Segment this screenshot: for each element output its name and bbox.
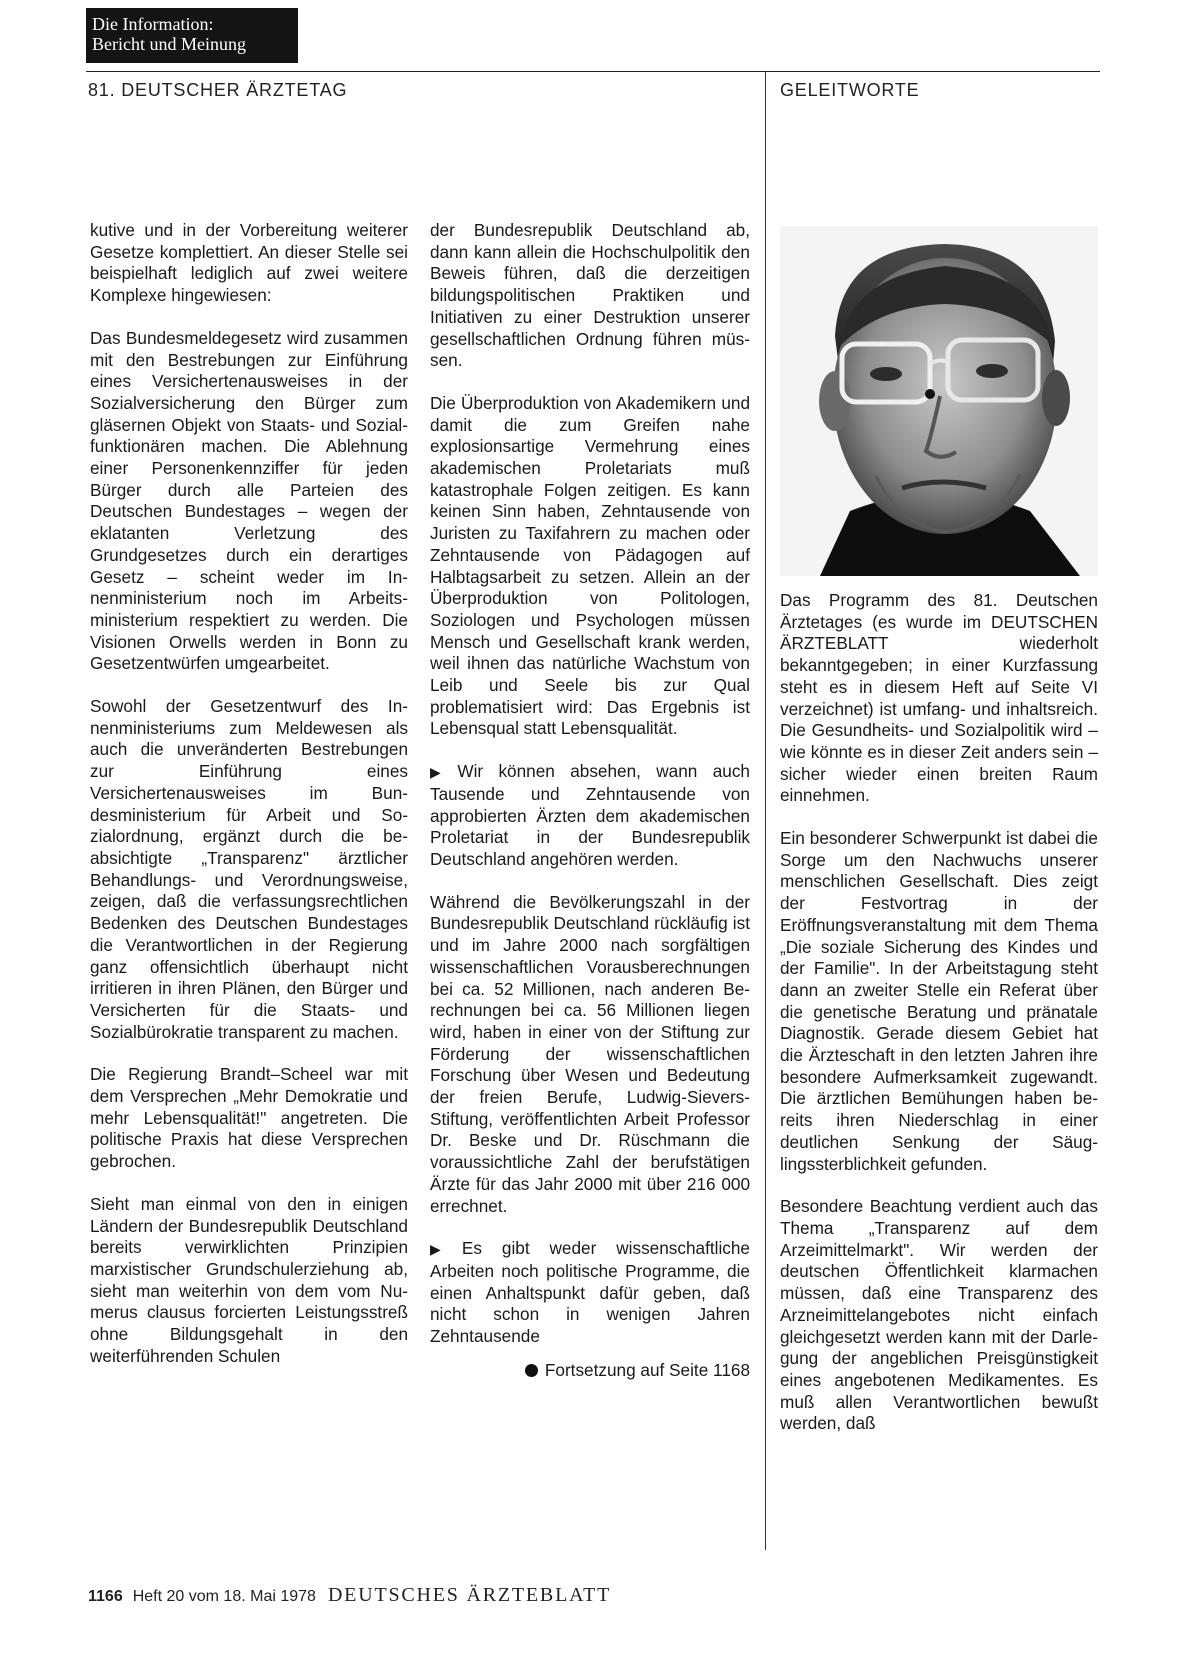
paragraph: Ein besonderer Schwerpunkt ist dabei die Sorge um den Nachwuchs unserer menschlichen Gesellschaft. Dies zeigt der Festvortrag in der Eröffnungsveranstaltung mit dem Thema „Die soziale Sicherung des Kindes und der Familie". In der Arbeitstagung steht dann an zweiter Stelle ein Referat über die genetische Beratung und pränatale Diagnostik. Gerade diesem Gebiet hat die Ärzteschaft in den letzten Jahren ihre besondere Aufmerksamkeit zugewandt. Die ärztlichen Bemühungen haben bereits ihren Niederschlag in einer deutlichen Senkung der Säuglingssterblichkeit gefunden. [780, 828, 1098, 1174]
brand-line-1: Die Information: [92, 14, 214, 34]
paragraph: der Bundesrepublik Deutschland ab, dann kann allein die Hochschulpolitik den Beweis führen, daß die derzeitigen bildungspolitischen Praktiken und Initiativen zu einer Destruktion unserer gesellschaftlichen Ordnung führen müssen. [430, 220, 750, 371]
author-portrait-photo [780, 226, 1098, 576]
paragraph-with-arrow [430, 761, 750, 871]
paragraph: Das Programm des 81. Deutschen Ärztetages (es wurde im DEUTSCHEN ÄRZTEBLATT wiederholt bekanntgegeben; in einer Kurzfassung steht es in diesem Heft auf Seite VI verzeichnet) ist umfang- und inhaltsreich. Die Gesundheits- und Sozialpolitik wird – wie könnte es in dieser Zeit anders sein – sicher wieder einen breiten Raum einnehmen. [780, 590, 1098, 806]
paragraph-text: Wir können absehen, wann auch Tausende und Zehntausende von approbierten Ärzten dem akademischen Proletariat in der Bundesrepublik Deutschland angehören werden. [430, 761, 750, 869]
article-column-1 [90, 220, 408, 1388]
continuation-note[interactable] [430, 1360, 750, 1382]
paragraph: Während die Bevölkerungszahl in der Bundesrepublik Deutschland rückläufig ist und im Jahre 2000 nach sorgfältigen wissenschaftlichen Vorausberechnungen bei ca. 52 Millionen, nach anderen Berechnungen bei ca. 56 Millionen liegen wird, haben in einer von der Stiftung zur Förderung der wissenschaftlichen Forschung über Wesen und Bedeutung der freien Berufe, Ludwig-Sievers-Stiftung, veröffentlichten Arbeit Professor Dr. Beske und Dr. Rüschmann die voraussichtliche Zahl der berufstätigen Ärzte für das Jahr 2000 mit über 216 000 errechnet. [430, 891, 750, 1216]
paragraph: kutive und in der Vorbereitung weiterer Gesetze komplettiert. An dieser Stelle sei beispielhaft lediglich auf zwei weitere Komplexe hingewiesen: [90, 220, 408, 306]
section-title-left: 81. DEUTSCHER ÄRZTETAG [88, 80, 348, 100]
paragraph: Sowohl der Gesetzentwurf des Innenministeriums zum Meldewesen als auch die unveränderten Bestrebungen zur Einführung eines Versichertenausweises im Bundesministerium für Arbeit und Sozialordnung, ergänzt durch die beabsichtigte „Transparenz" ärztlicher Behandlungs- und Verordnungsweise, zeigen, daß die verfassungsrechtlichen Bedenken des Deutschen Bundestages die Verantwortlichen in der Regierung ganz offensichtlich überhaupt nicht irritieren in ihren Plänen, den Bürger und Versicherten für die Staats- und Sozialbürokratie transparent zu machen. [90, 696, 408, 1042]
header-rule [86, 71, 1100, 72]
bullet-dot-icon [525, 1364, 538, 1377]
article-column-3 [780, 590, 1098, 1456]
paragraph: Besondere Beachtung verdient auch das Thema „Transparenz auf dem Arzeimittelmarkt". Wir werden der deutschen Öffentlichkeit klarmachen müssen, daß eine Transparenz des Arzneimittelangebotes nicht einfach gleichgesetzt werden kann mit der Darlegung der angeblichen Preisgünstigkeit eines angebotenen Medikamentes. Es muß allen Verantwortlichen bewußt werden, daß [780, 1196, 1098, 1434]
paragraph: Sieht man einmal von den in einigen Ländern der Bundesrepublik Deutschland bereits verwirklichten Prinzipien marxistischer Grundschulerziehung ab, sieht man weiterhin von dem vom Numerus clausus forcierten Leistungsstreß ohne Bildungsgehalt in den weiterführenden Schulen [90, 1193, 408, 1366]
section-title-right: GELEITWORTE [780, 80, 920, 100]
continuation-label: Fortsetzung auf Seite 1168 [544, 1359, 750, 1380]
page-number: 1166 [88, 1588, 123, 1605]
article-column-2 [430, 220, 750, 1402]
paragraph-text: Es gibt weder wissenschaftliche Arbeiten noch politische Programme, die einen Anhaltspunkt dafür geben, daß nicht schon in wenigen Jahren Zehntausende [430, 1238, 750, 1347]
column-divider [765, 72, 766, 1550]
paragraph: Die Regierung Brandt–Scheel war mit dem Versprechen „Mehr Demokratie und mehr Lebensqualität!" angetreten. Die politische Praxis hat diese Versprechen gebrochen. [90, 1064, 408, 1172]
issue-info: Heft 20 vom 18. Mai 1978 [132, 1588, 316, 1605]
portrait-illustration [780, 226, 1098, 576]
triangle-bullet-icon: ▶ [430, 1241, 456, 1258]
paragraph: Die Überproduktion von Akademikern und damit die zum Greifen nahe explosionsartige Vermehrung eines akademischen Proletariats muß katastrophale Folgen zeitigen. Es kann keinen Sinn haben, Zehntausende von Juristen zu Taxifahrern zu machen oder Zehntausende von Pädagogen auf Halbtagsarbeit zu setzen. Allein an der Überproduktion von Politologen, Soziologen und Psychologen müssen Mensch und Gesellschaft krank werden, weil ihnen das natürliche Wachstum von Leib und Seele bis zur Qual problematisiert wird: Das Ergebnis ist Lebensqual statt Lebensqualität. [430, 392, 750, 739]
magazine-title: DEUTSCHES ÄRZTEBLATT [327, 1584, 612, 1606]
paragraph: Das Bundesmeldegesetz wird zusammen mit den Bestrebungen zur Einführung eines Versichertenausweises in der Sozialversicherung den Bürger zum gläsernen Objekt von Staats- und Sozialfunktionären machen. Die Ablehnung einer Personenkennziffer für jeden Bürger durch alle Parteien des Deutschen Bundestages – wegen der eklatanten Verletzung des Grundgesetzes durch ein derartiges Gesetz – scheint weder im Innenministerium noch im Arbeitsministerium respektiert zu werden. Die Visionen Orwells werden in Bonn zu Gesetzentwürfen umgearbeitet. [90, 327, 408, 674]
triangle-bullet-icon: ▶ [430, 764, 452, 781]
page-footer [88, 1584, 611, 1607]
publication-brand-box [86, 8, 298, 63]
paragraph-with-arrow [430, 1238, 750, 1348]
brand-line-2: Bericht und Meinung [92, 34, 246, 54]
